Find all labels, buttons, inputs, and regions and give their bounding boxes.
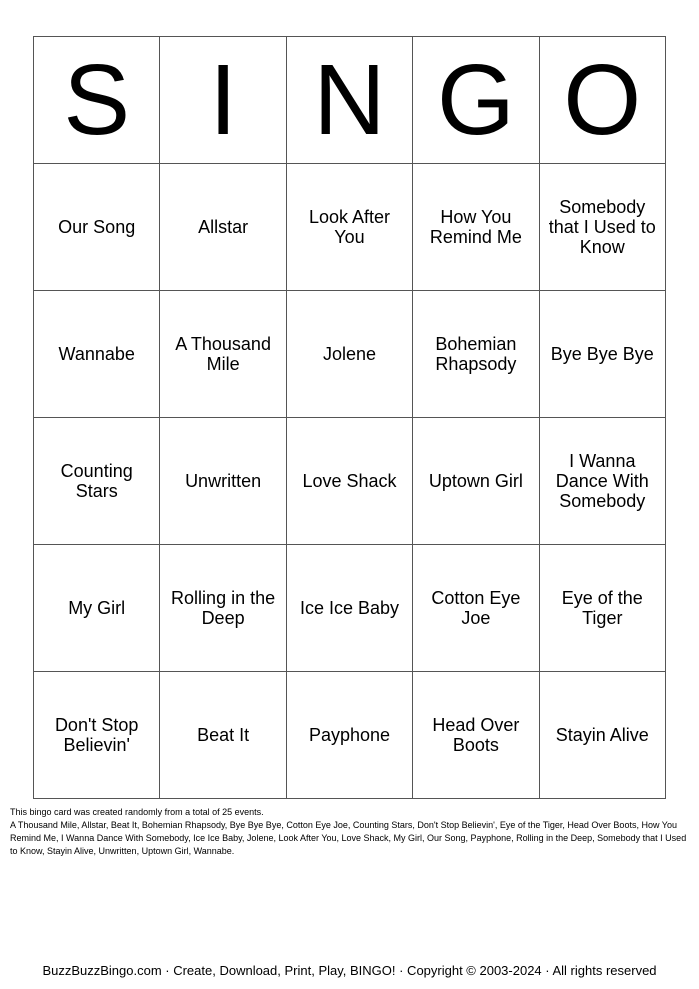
bingo-cell: Love Shack [286, 418, 412, 545]
bingo-cell: Unwritten [160, 418, 286, 545]
bingo-cell: Jolene [286, 291, 412, 418]
bingo-cell: Wannabe [34, 291, 160, 418]
bingo-cell: How You Remind Me [413, 164, 539, 291]
header-letter-i: I [160, 37, 286, 164]
bingo-cell: A Thousand Mile [160, 291, 286, 418]
bingo-cell: Look After You [286, 164, 412, 291]
bingo-cell: Uptown Girl [413, 418, 539, 545]
bingo-cell: Allstar [160, 164, 286, 291]
bingo-cell: I Wanna Dance With Somebody [539, 418, 665, 545]
bingo-cell: Somebody that I Used to Know [539, 164, 665, 291]
card-row [34, 672, 666, 799]
header-row [34, 37, 666, 164]
bingo-cell: Don't Stop Believin' [34, 672, 160, 799]
bingo-cell: Cotton Eye Joe [413, 545, 539, 672]
bingo-cell: Counting Stars [34, 418, 160, 545]
bingo-cell: Payphone [286, 672, 412, 799]
bingo-cell: Beat It [160, 672, 286, 799]
card-row [34, 545, 666, 672]
header-letter-n: N [286, 37, 412, 164]
bingo-card [33, 36, 666, 799]
card-note [10, 806, 690, 858]
bingo-cell: My Girl [34, 545, 160, 672]
card-row [34, 291, 666, 418]
bingo-cell: Stayin Alive [539, 672, 665, 799]
header-letter-s: S [34, 37, 160, 164]
note-intro: This bingo card was created randomly from a total of 25 events. [10, 807, 264, 817]
bingo-cell: Bye Bye Bye [539, 291, 665, 418]
footer: BuzzBuzzBingo.com · Create, Download, Print, Play, BINGO! · Copyright © 2003-2024 · All rights reserved [42, 963, 657, 978]
bingo-cell: Rolling in the Deep [160, 545, 286, 672]
bingo-cell: Bohemian Rhapsody [413, 291, 539, 418]
card-row [34, 164, 666, 291]
bingo-cell: Eye of the Tiger [539, 545, 665, 672]
header-letter-g: G [413, 37, 539, 164]
header-letter-o: O [539, 37, 665, 164]
card-row [34, 418, 666, 545]
note-event-list: A Thousand Mile, Allstar, Beat It, Bohemian Rhapsody, Bye Bye Bye, Cotton Eye Joe, Counting Stars, Don't Stop Believin', Eye of the Tiger, Head Over Boots, How You Remind Me, I Wanna Dance With Somebody, Ice Ice Baby, Jolene, Look After You, Love Shack, My Girl, Our Song, Payphone, Rolling in the Deep, Somebody that I Used to Know, Stayin Alive, Unwritten, Uptown Girl, Wannabe. [10, 820, 687, 856]
bingo-cell: Ice Ice Baby [286, 545, 412, 672]
bingo-cell: Our Song [34, 164, 160, 291]
bingo-cell: Head Over Boots [413, 672, 539, 799]
